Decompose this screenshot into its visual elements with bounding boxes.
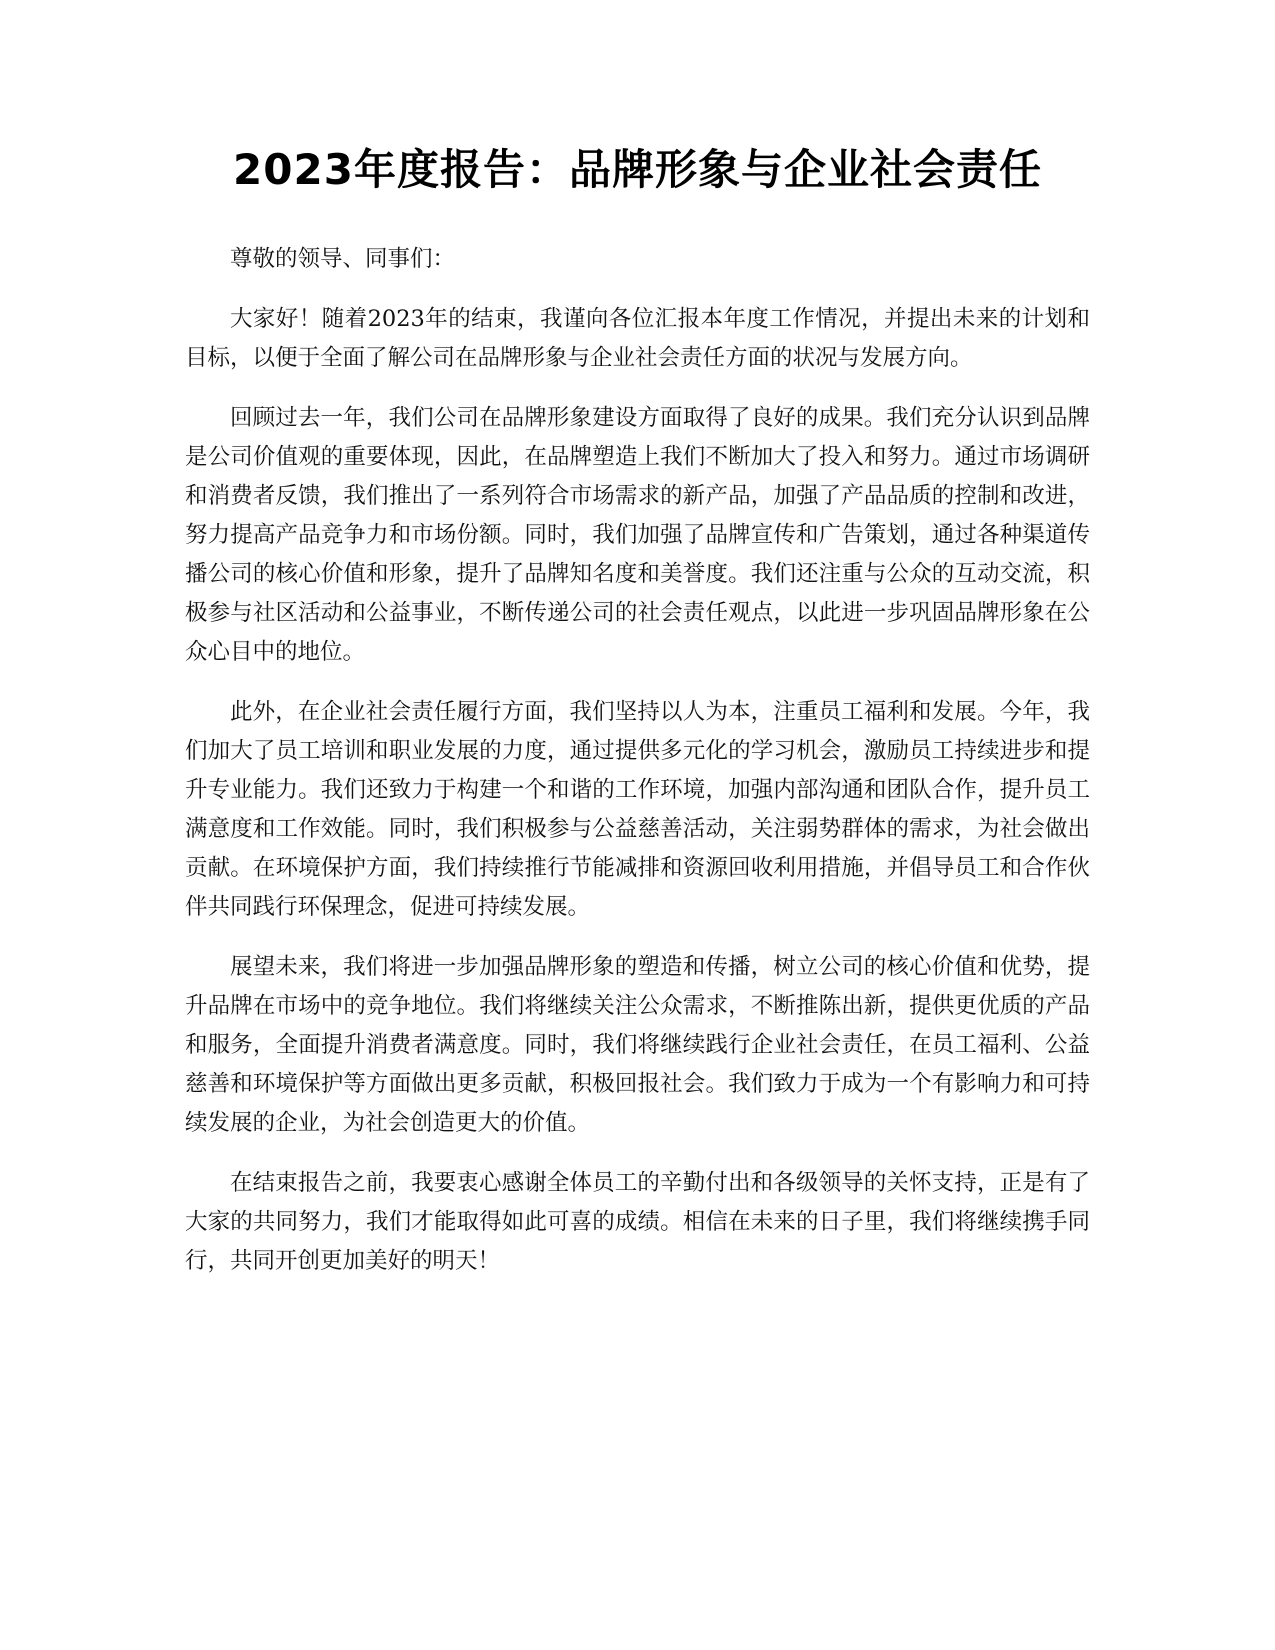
document-page	[185, 140, 1090, 1302]
paragraph-intro: 大家好！随着2023年的结束，我谨向各位汇报本年度工作情况，并提出未来的计划和目标，以便于全面了解公司在品牌形象与企业社会责任方面的状况与发展方向。	[185, 306, 1090, 371]
salutation: 尊敬的领导、同事们：	[230, 246, 456, 272]
paragraph-brand-review: 回顾过去一年，我们公司在品牌形象建设方面取得了良好的成果。我们充分认识到品牌是公司价值观的重要体现，因此，在品牌塑造上我们不断加大了投入和努力。通过市场调研和消费者反馈，我们推出了一系列符合市场需求的新产品，加强了产品品质的控制和改进，努力提高产品竞争力和市场份额。同时，我们加强了品牌宣传和广告策划，通过各种渠道传播公司的核心价值和形象，提升了品牌知名度和美誉度。我们还注重与公众的互动交流，积极参与社区活动和公益事业，不断传递公司的社会责任观点，以此进一步巩固品牌形象在公众心目中的地位。	[185, 405, 1090, 665]
paragraph-outlook: 展望未来，我们将进一步加强品牌形象的塑造和传播，树立公司的核心价值和优势，提升品牌在市场中的竞争地位。我们将继续关注公众需求，不断推陈出新，提供更优质的产品和服务，全面提升消费者满意度。同时，我们将继续践行企业社会责任，在员工福利、公益慈善和环境保护等方面做出更多贡献，积极回报社会。我们致力于成为一个有影响力和可持续发展的企业，为社会创造更大的价值。	[185, 954, 1090, 1136]
paragraph-closing: 在结束报告之前，我要衷心感谢全体员工的辛勤付出和各级领导的关怀支持，正是有了大家的共同努力，我们才能取得如此可喜的成绩。相信在未来的日子里，我们将继续携手同行，共同开创更加美好的明天！	[185, 1170, 1090, 1274]
document-title: 2023年度报告：品牌形象与企业社会责任	[233, 145, 1042, 194]
document-body	[185, 240, 1090, 1281]
paragraph-csr: 此外，在企业社会责任履行方面，我们坚持以人为本，注重员工福利和发展。今年，我们加大了员工培训和职业发展的力度，通过提供多元化的学习机会，激励员工持续进步和提升专业能力。我们还致力于构建一个和谐的工作环境，加强内部沟通和团队合作，提升员工满意度和工作效能。同时，我们积极参与公益慈善活动，关注弱势群体的需求，为社会做出贡献。在环境保护方面，我们持续推行节能减排和资源回收利用措施，并倡导员工和合作伙伴共同践行环保理念，促进可持续发展。	[185, 699, 1090, 920]
